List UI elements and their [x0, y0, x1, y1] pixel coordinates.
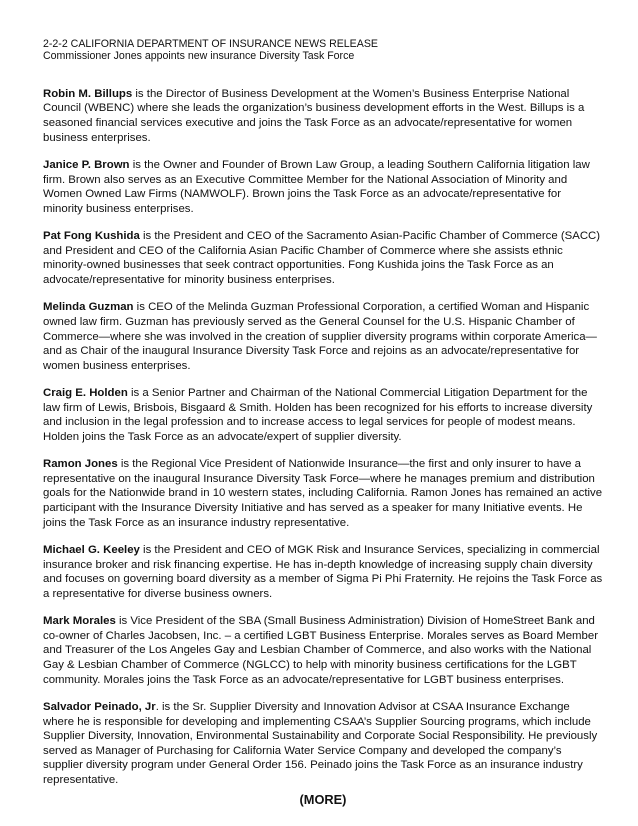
bio-text: is the Director of Business Development at the Women’s Business Enterprise National Council (WBENC) where she leads the organization’s business development efforts in the West. Billups is a seasoned financial services executive and joins the Task Force as an advocate/representative for women business enterprises.	[43, 87, 585, 144]
release-header: 2-2-2 CALIFORNIA DEPARTMENT OF INSURANCE NEWS RELEASE	[43, 38, 378, 50]
bio-paragraph	[43, 700, 603, 788]
bio-name: Janice P. Brown	[43, 158, 130, 171]
bio-name: Melinda Guzman	[43, 301, 134, 314]
bio-text: is Vice President of the SBA (Small Business Administration) Division of HomeStreet Bank and co-owner of Charles Jacobsen, Inc. – a certified LGBT Business Enterprise. Morales serves as Board Member and Treasurer of the Los Angeles Gay and Lesbian Chamber of Commerce, and also works with the National Gay & Lesbian Chamber of Commerce (NGLCC) to help with minority business certifications for the LGBT community. Morales joins the Task Force as an advocate/representative for LGBT business enterprises.	[43, 615, 599, 686]
bio-paragraph	[43, 457, 603, 530]
bio-text: is the Owner and Founder of Brown Law Group, a leading Southern California litigation law firm. Brown also serves as an Executive Committee Member for the National Association of Minority and Women Owned Law Firms (NAMWOLF). Brown joins the Task Force as an advocate/representative for minority business enterprises.	[43, 158, 590, 215]
release-subheader: Commissioner Jones appoints new insurance Diversity Task Force	[43, 50, 355, 63]
bio-paragraph	[43, 386, 603, 444]
bio-paragraph	[43, 87, 603, 145]
bio-paragraph	[43, 158, 603, 216]
document-page	[43, 38, 603, 807]
bio-name: Mark Morales	[43, 615, 116, 628]
more-indicator: (MORE)	[299, 791, 347, 807]
bio-name: Robin M. Billups	[43, 87, 133, 100]
bio-name: Ramon Jones	[43, 458, 118, 471]
bio-name: Craig E. Holden	[43, 387, 128, 400]
bio-text: is the President and CEO of the Sacramento Asian-Pacific Chamber of Commerce (SACC) and President and CEO of the California Asian Pacific Chamber of Commerce where she assists ethnic minority-owned businesses that seek contract opportunities. Fong Kushida joins the Task Force as an advocate/representative for minority business enterprises.	[43, 230, 601, 286]
bio-text: is CEO of the Melinda Guzman Professional Corporation, a certified Woman and Hispanic owned law firm. Guzman has previously served as the General Counsel for the U.S. Hispanic Chamber of Commerce—where she was involved in the creation of supplier diversity programs within corporate America—and as Chair of the inaugural Insurance Diversity Task Force and rejoins as an advocate/representative for women business enterprises.	[43, 301, 597, 372]
bio-name: Michael G. Keeley	[43, 544, 140, 557]
bio-text: is the Regional Vice President of Nationwide Insurance—the first and only insurer to have a representative on the inaugural Insurance Diversity Task Force—where he manages premium and distribution goals for the Nationwide brand in 10 western states, including California. Ramon Jones has remained an active participant with the Insurance Diversity Initiative and has served as a speaker for many Initiative events. He joins the Task Force as an insurance industry representative.	[43, 458, 603, 529]
bio-paragraph	[43, 229, 603, 287]
bio-paragraph	[43, 614, 603, 687]
bio-name: Salvador Peinado, Jr	[43, 700, 156, 713]
bio-text: is a Senior Partner and Chairman of the National Commercial Litigation Department for the law firm of Lewis, Brisbois, Bisgaard & Smith. Holden has been recognized for his efforts to increase diversity and inclusion in the legal profession and to increase access to legal services for people of modest means. Holden joins the Task Force as an advocate/expert of supplier diversity.	[43, 387, 593, 443]
bio-paragraph	[43, 543, 603, 601]
bio-paragraph	[43, 300, 603, 373]
bio-list	[43, 87, 603, 788]
bio-text: is the President and CEO of MGK Risk and Insurance Services, specializing in commercial insurance broker and risk financing expertise. He has in-depth knowledge of increasing supply chain diversity and focuses on governing board diversity as a member of Sigma Pi Phi Fraternity. He rejoins the Task Force as a representative for diverse business owners.	[43, 544, 603, 600]
bio-text: . is the Sr. Supplier Diversity and Innovation Advisor at CSAA Insurance Exchange where he is responsible for developing and implementing CSAA’s Supplier Sourcing programs, which include Supplier Diversity, Innovation, Environmental Sustainability and Corporate Social Responsibility. He previously served as Manager of Purchasing for California Water Service Company and developed the company’s supplier diversity program under General Order 156. Peinado joins the Task Force as an insurance industry representative.	[43, 700, 598, 786]
bio-name: Pat Fong Kushida	[43, 230, 140, 243]
